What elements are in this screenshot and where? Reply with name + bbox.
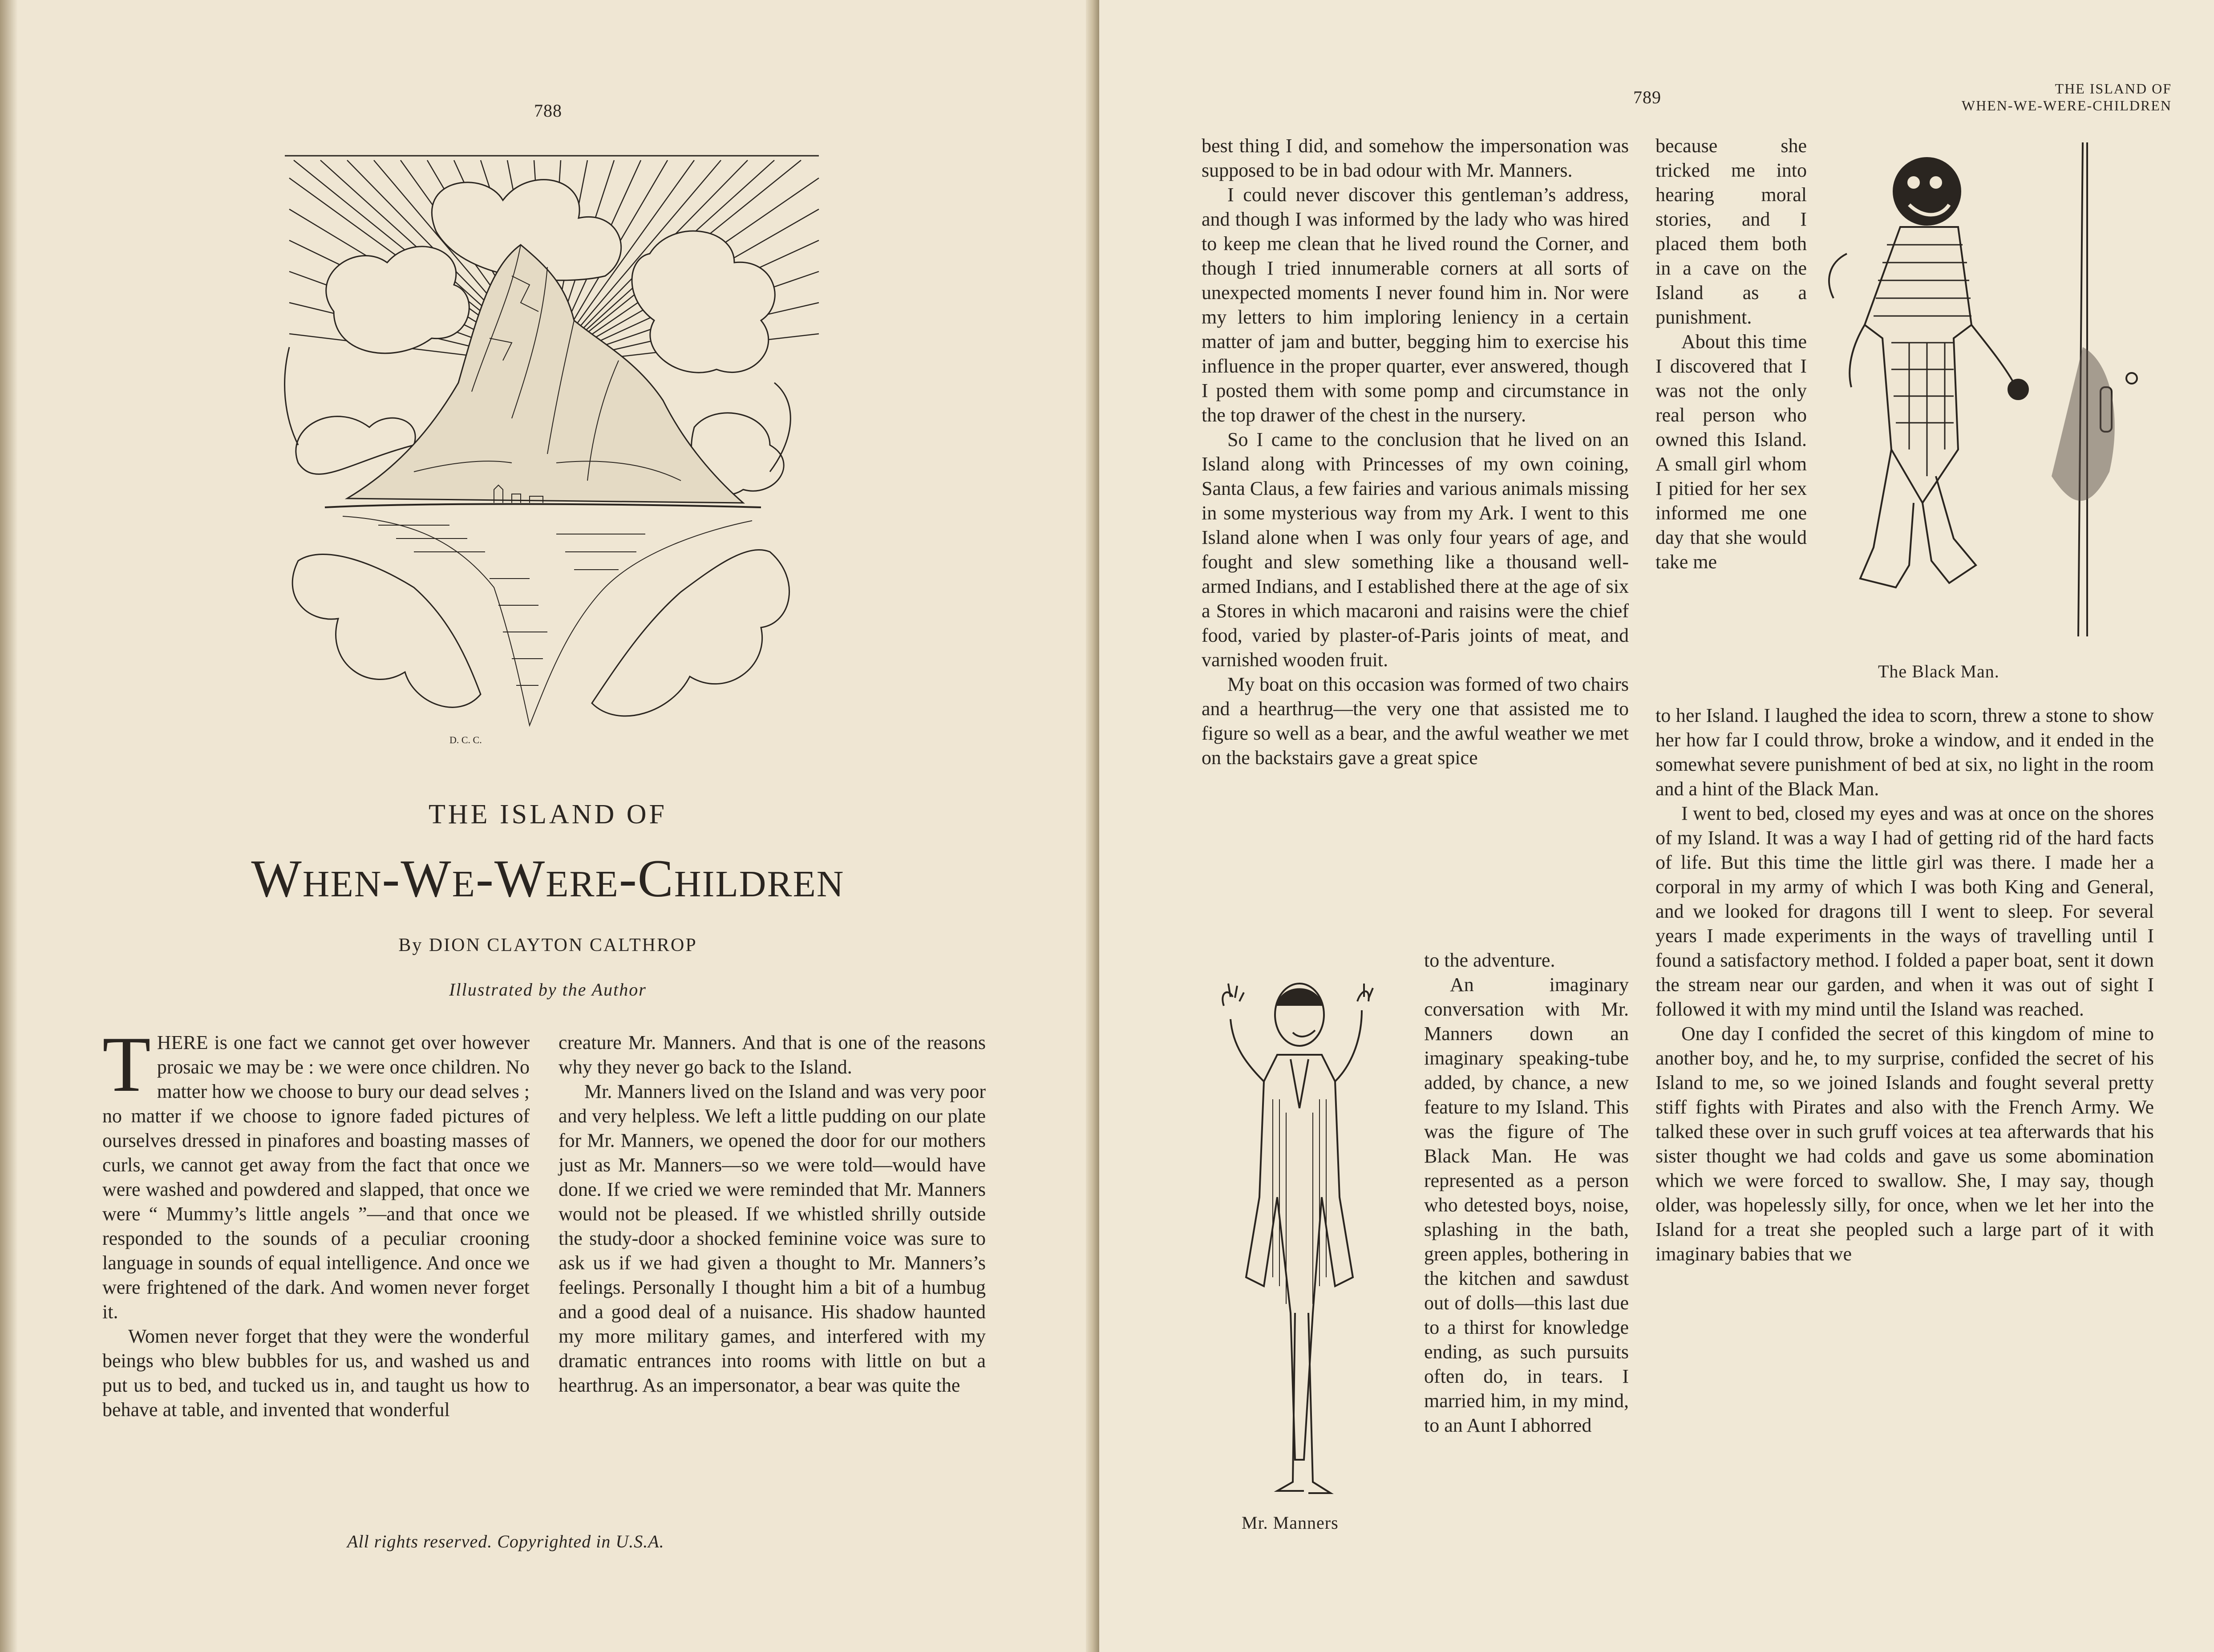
paragraph: So I came to the conclusion that he lived on an Island along with Princesses of my own coining, Santa Claus, a few fairies and various animals missing in some mysterious way from my Ark. I went to this Island alone when I was only four years of age, and fought and slew something like a thousand well-armed Indians, and I established there at the age of six a Stores in which macaroni and raisins were the chief food, varied by plaster-of-Paris joints of meat, and varnished wooden fruit. xyxy=(1202,429,1629,671)
copyright-notice: All rights reserved. Copyrighted in U.S.A. xyxy=(347,1531,664,1551)
paragraph: About this time I discovered that I was not the only real person who owned this Island. A small girl whom I pitied for her sex informed me one day that she would take me xyxy=(1655,331,1807,573)
right-column-1 xyxy=(1202,134,1629,770)
left-column-1 xyxy=(102,1020,530,1422)
drop-cap: T xyxy=(102,1020,151,1108)
page-number-left: 788 xyxy=(534,101,562,121)
paragraph: An imaginary conversation with Mr. Manners down an imaginary speaking-tube added, by chance, a new feature to my Island. This was the figure of The Black Man. He was represented as a person who detested boys, noise, splashing in the bath, green apples, bothering in the kitchen and sawdust out of dolls—this last due to a thirst for knowledge ending, as such pursuits often do, in tears. I married him, in my mind, to an Aunt I abhorred xyxy=(1424,974,1629,1436)
paragraph xyxy=(102,1020,530,1324)
black-man-illustration xyxy=(1820,138,2176,641)
caption-mr-manners: Mr. Manners xyxy=(1242,1513,1339,1533)
right-column-2 xyxy=(1655,703,2154,1266)
paragraph: to the adventure. xyxy=(1424,949,1555,971)
running-head-line1: THE ISLAND OF xyxy=(2055,81,2172,97)
right-column-2-narrow xyxy=(1655,134,1807,574)
paragraph: I went to bed, closed my eyes and was at once on the shores of my Island. It was a way I had of getting rid of the hard facts of life. But this time the little girl was there. I made her a corporal in my army of which I was both King and General, and we looked for dragons till I went to sleep. For several years I made experiments in the ways of travelling until I found a satisfactory method. I folded a paper boat, sent it down the stream near our garden, and when it was out of sight I followed it with my mind until the Island was reached. xyxy=(1655,802,2154,1020)
left-column-2 xyxy=(559,1030,986,1397)
byline: By DION CLAYTON CALTHROP xyxy=(398,935,697,956)
paragraph: creature Mr. Manners. And that is one of the reasons why they never go back to the Island. xyxy=(559,1032,986,1078)
paragraph: best thing I did, and somehow the impersonation was supposed to be in bad odour with Mr. Manners. xyxy=(1202,135,1629,181)
caption-black-man: The Black Man. xyxy=(1878,661,1999,681)
paragraph: I could never discover this gentleman’s address, and though I was informed by the lady who was hired to keep me clean that he lived round the Corner, and though I tried innumerable corners at all sorts of unexpected moments I never found him in. Nor were my letters to him imploring leniency in a certain matter of jam and butter, begging him to exercise his influence in the proper quarter, ever answered, though I posted them with some pomp and circumstance in the top drawer of the chest in the nursery. xyxy=(1202,184,1629,426)
page-number-right: 789 xyxy=(1633,87,1661,107)
artist-mark: D. C. C. xyxy=(449,734,482,745)
article-title-line2: When-We-Were-Children xyxy=(251,849,845,908)
article-title-line1: THE ISLAND OF xyxy=(428,799,668,830)
running-head-line2: WHEN-WE-WERE-CHILDREN xyxy=(1961,97,2172,113)
island-illustration xyxy=(280,151,828,765)
left-page xyxy=(0,0,1096,1652)
illustration-credit: Illustrated by the Author xyxy=(449,980,647,1000)
right-page xyxy=(1099,0,2214,1652)
mr-manners-illustration xyxy=(1188,966,1411,1513)
paragraph: because she tricked me into hearing moral stories, and I placed them both in a cave on the Island as a punishment. xyxy=(1655,135,1807,328)
paragraph: to her Island. I laughed the idea to scorn, threw a stone to show her how far I could throw, broke a window, and it ended in the somewhat severe punishment of bed at six, no light in the room and a hint of the Black Man. xyxy=(1655,705,2154,800)
paragraph: My boat on this occasion was formed of two chairs and a hearthrug—the very one that assisted me to figure so well as a bear, and the awful weather we met on the backstairs gave a great spice xyxy=(1202,673,1629,769)
right-column-1-wrap xyxy=(1424,948,1629,1437)
paragraph: One day I confided the secret of this kingdom of mine to another boy, and he, to my surprise, confided the secret of his Island to me, so we joined Islands and fought several pretty stiff fights with Pirates and also with the French Army. We talked these over in such gruff voices at tea afterwards that his sister thought we had colds and gave us some abomination which we were forced to swallow. She, I may say, though older, was hopelessly silly, for once, when we let her into the Island for a treat she peopled such a large part of it with imaginary babies that we xyxy=(1655,1023,2154,1265)
paragraph-text: HERE is one fact we cannot get over however prosaic we may be : we were once children. No matter how we choose to bury our dead selves ; no matter if we choose to ignore faded pictures of ourselves dressed in pinafores and boasting masses of curls, we cannot get away from the fact that once we were washed and powdered and slapped, that once we were “ Mummy’s little angels ”—and that once we responded to the sounds of a peculiar crooning language in sounds of equal intelligence. And once we were frightened of the dark. And women never forget it. xyxy=(102,1032,530,1323)
paragraph: Mr. Manners lived on the Island and was very poor and very helpless. We left a little pudding on our plate for Mr. Manners, we opened the door for our mothers just as Mr. Manners—so we were told—would have done. If we cried we were reminded that Mr. Manners would not be pleased. If we whistled shrilly outside the study-door a shocked feminine voice was sure to ask us if we had given a thought to Mr. Manners’s feelings. Personally I thought him a bit of a humbug and a good deal of a nuisance. His shadow haunted my more military games, and interfered with my dramatic entrances into rooms with little on but a hearthrug. As an impersonator, a bear was quite the xyxy=(559,1081,986,1396)
running-head xyxy=(1780,80,2172,114)
paragraph: Women never forget that they were the wonderful beings who blew bubbles for us, and washed us and put us to bed, and tucked us in, and taught us how to behave at table, and invented that wonderful xyxy=(102,1325,530,1421)
